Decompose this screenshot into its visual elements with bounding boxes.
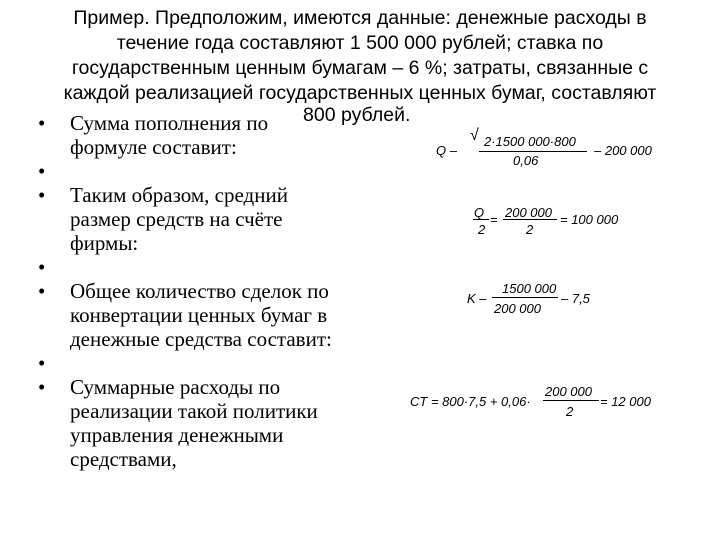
formula-avg-num: 200 000: [505, 205, 552, 220]
bullet-icon: •: [38, 183, 46, 207]
fraction-bar: [543, 400, 599, 401]
formula-ct-num: 200 000: [545, 384, 592, 399]
formula-q-lhs: Q –: [436, 143, 457, 158]
bullet-list: [38, 111, 383, 471]
formula-q-den: 0,06: [513, 153, 539, 168]
formula-ct-lhs: CT = 800·7,5 + 0,06·: [410, 394, 531, 409]
bullet-icon: •: [38, 111, 46, 135]
bullet-icon: •: [38, 351, 46, 375]
list-item: [38, 111, 383, 159]
formula-avg-rhs: = 100 000: [560, 212, 619, 227]
formula-avg-eq: =: [490, 212, 498, 227]
formula-ct-rhs: = 12 000: [600, 394, 651, 409]
formula-k-num: 1500 000: [502, 281, 557, 296]
formula-avg-lhs-num: Q: [474, 205, 485, 220]
formula-avg-lhs-den: 2: [478, 222, 486, 237]
formula-avg-den: 2: [526, 222, 534, 237]
formula-k-den: 200 000: [494, 301, 541, 316]
fraction-bar: [479, 151, 587, 152]
list-item: [38, 255, 383, 279]
formula-ct-den: 2: [566, 404, 574, 419]
bullet-icon: •: [38, 279, 46, 303]
bullet-icon: •: [38, 375, 46, 399]
list-item: [38, 279, 383, 351]
list-item: [38, 183, 383, 255]
formula-q-num: 2·1500 000·800: [484, 134, 576, 149]
bullet-icon: •: [38, 255, 46, 279]
intro-text: Пример. Предположим, имеются данные: денежные расходы в течение года составляют 1 500 000 рублей; ставка по государственным ценным бумагам – 6 %; затраты, связанные с каждой реализацией государственных ценных бумаг, составляют: [63, 7, 657, 104]
item-text: Таким образом, средний размер средств на счёте фирмы:: [70, 183, 288, 255]
fraction-bar: [492, 297, 558, 298]
formula-k-rhs: – 7,5: [561, 291, 590, 306]
formula-q-rhs: – 200 000: [594, 143, 652, 158]
list-item: [38, 159, 383, 183]
item-text: Суммарные расходы по реализации такой политики управления денежными средствами,: [70, 375, 318, 471]
formula-k-lhs: K –: [467, 291, 487, 306]
sqrt-icon: √: [470, 127, 479, 144]
item-text: Общее количество сделок по конвертации ценных бумаг в денежные средства составит:: [70, 279, 332, 351]
list-item: [38, 351, 383, 375]
fraction-bar: [473, 219, 489, 220]
item-text: Сумма пополнения по формуле составит:: [70, 111, 269, 159]
bullet-icon: •: [38, 159, 46, 183]
intro-suffix: 800 рублей.: [303, 104, 411, 126]
fraction-bar: [503, 219, 557, 220]
list-item: [38, 375, 383, 471]
